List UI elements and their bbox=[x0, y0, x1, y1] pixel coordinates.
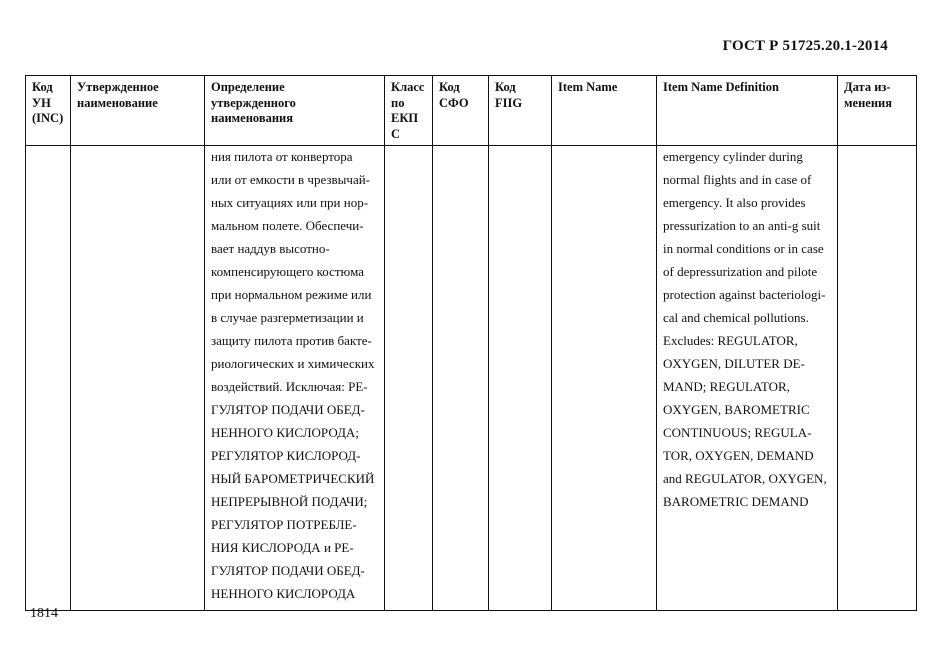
definition-en-line: cal and chemical pollutions. bbox=[663, 310, 809, 325]
definition-ru-line: НЕПРЕРЫВНОЙ ПОДАЧИ; bbox=[211, 494, 368, 509]
cell-item-name bbox=[552, 146, 657, 611]
definition-ru-line: или от емкости в чрезвычай- bbox=[211, 172, 371, 187]
col-header-fiig: Код FIIG bbox=[489, 76, 552, 146]
col-header-approved-name: Утвержденное наименование bbox=[71, 76, 205, 146]
definition-ru-line: ния пилота от конвертора bbox=[211, 149, 353, 164]
col-header-class: Класс по ЕКП С bbox=[385, 76, 433, 146]
definition-ru-line: мальном полете. Обеспечи- bbox=[211, 218, 364, 233]
definition-ru-line: ных ситуациях или при нор- bbox=[211, 195, 369, 210]
nomenclature-table bbox=[25, 75, 917, 611]
definition-en-line: TOR, OXYGEN, DEMAND bbox=[663, 448, 814, 463]
col-header-item-name: Item Name bbox=[552, 76, 657, 146]
definition-ru-line: воздействий. Исключая: РЕ- bbox=[211, 379, 368, 394]
definition-en-line: pressurization to an anti-g suit bbox=[663, 218, 821, 233]
definition-en-line: and REGULATOR, OXYGEN, bbox=[663, 471, 827, 486]
col-header-definition-ru: Определение утвержденного наименования bbox=[205, 76, 385, 146]
definition-ru-line: вает наддув высотно- bbox=[211, 241, 330, 256]
definition-ru-line: НИЯ КИСЛОРОДА и РЕ- bbox=[211, 540, 354, 555]
definition-ru-line: защиту пилота против бакте- bbox=[211, 333, 372, 348]
cell-approved-name bbox=[71, 146, 205, 611]
col-header-inc: Код УН (INC) bbox=[26, 76, 71, 146]
definition-ru-line: НЕННОГО КИСЛОРОДА bbox=[211, 586, 356, 601]
definition-en-line: emergency. It also provides bbox=[663, 195, 806, 210]
definition-ru-line: РЕГУЛЯТОР КИСЛОРОД- bbox=[211, 448, 361, 463]
definition-ru-line: ГУЛЯТОР ПОДАЧИ ОБЕД- bbox=[211, 563, 365, 578]
definition-ru-line: компенсирующего костюма bbox=[211, 264, 365, 279]
cell-sfo bbox=[433, 146, 489, 611]
definition-ru-line: при нормальном режиме или bbox=[211, 287, 372, 302]
definition-en-line: OXYGEN, BAROMETRIC bbox=[663, 402, 810, 417]
definition-ru-line: НЫЙ БАРОМЕТРИЧЕСКИЙ bbox=[211, 471, 375, 486]
definition-en-line: CONTINUOUS; REGULA- bbox=[663, 425, 812, 440]
definition-en-line: of depressurization and pilote bbox=[663, 264, 818, 279]
cell-definition-ru bbox=[205, 146, 385, 611]
table-row bbox=[26, 146, 917, 611]
definition-ru-line: РЕГУЛЯТОР ПОТРЕБЛЕ- bbox=[211, 517, 357, 532]
definition-en-line: OXYGEN, DILUTER DE- bbox=[663, 356, 805, 371]
cell-change-date bbox=[838, 146, 917, 611]
definition-ru-line: ГУЛЯТОР ПОДАЧИ ОБЕД- bbox=[211, 402, 365, 417]
definition-en-line: protection against bacteriologi- bbox=[663, 287, 826, 302]
cell-definition-en bbox=[657, 146, 838, 611]
definition-ru-line: в случае разгерметизации и bbox=[211, 310, 364, 325]
definition-ru-line: риологических и химических bbox=[211, 356, 375, 371]
definition-ru-line: НЕННОГО КИСЛОРОДА; bbox=[211, 425, 359, 440]
col-header-item-name-definition: Item Name Definition bbox=[657, 76, 838, 146]
header-row bbox=[26, 76, 917, 146]
definition-en-line: normal flights and in case of bbox=[663, 172, 812, 187]
definition-en-line: in normal conditions or in case bbox=[663, 241, 824, 256]
document-code: ГОСТ Р 51725.20.1-2014 bbox=[722, 38, 888, 54]
page-number: 1814 bbox=[30, 606, 58, 621]
cell-fiig bbox=[489, 146, 552, 611]
col-header-sfo: Код СФО bbox=[433, 76, 489, 146]
definition-en-line: Excludes: REGULATOR, bbox=[663, 333, 798, 348]
definition-en-line: MAND; REGULATOR, bbox=[663, 379, 790, 394]
col-header-change-date: Дата из- менения bbox=[838, 76, 917, 146]
cell-class bbox=[385, 146, 433, 611]
cell-inc bbox=[26, 146, 71, 611]
definition-en-line: BAROMETRIC DEMAND bbox=[663, 494, 809, 509]
definition-en-line: emergency cylinder during bbox=[663, 149, 803, 164]
